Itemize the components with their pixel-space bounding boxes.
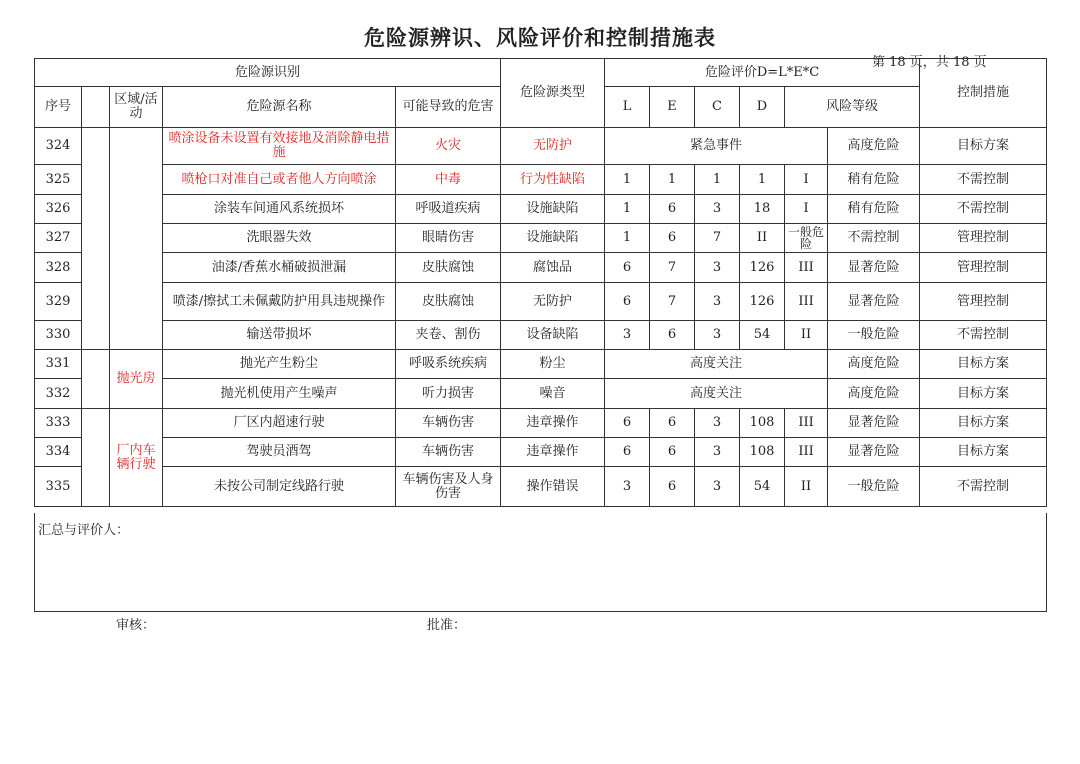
table-row bbox=[35, 350, 1047, 379]
row-seq: 333 bbox=[35, 409, 82, 438]
row-grade: III bbox=[785, 283, 828, 321]
header-E: E bbox=[650, 87, 695, 128]
row-result: 稍有危险 bbox=[828, 195, 920, 224]
row-name: 抛光机使用产生噪声 bbox=[163, 379, 396, 409]
row-type: 设施缺陷 bbox=[501, 195, 605, 224]
row-result: 高度危险 bbox=[828, 350, 920, 379]
header-name: 危险源名称 bbox=[163, 87, 396, 128]
row-control: 目标方案 bbox=[920, 128, 1047, 165]
row-type: 违章操作 bbox=[501, 438, 605, 467]
row-D: 18 bbox=[740, 195, 785, 224]
row-control: 不需控制 bbox=[920, 467, 1047, 507]
header-C: C bbox=[695, 87, 740, 128]
row-name: 喷涂设备未设置有效接地及消除静电措施 bbox=[163, 128, 396, 165]
row-result: 一般危险 bbox=[828, 467, 920, 507]
row-harm: 火灾 bbox=[396, 128, 501, 165]
header-L: L bbox=[605, 87, 650, 128]
table-row bbox=[35, 224, 1047, 253]
row-harm: 皮肤腐蚀 bbox=[396, 253, 501, 283]
row-harm: 车辆伤害及人身伤害 bbox=[396, 467, 501, 507]
row-L: 6 bbox=[605, 283, 650, 321]
row-E: 6 bbox=[650, 409, 695, 438]
row-harm: 呼吸系统疾病 bbox=[396, 350, 501, 379]
row-harm: 中毒 bbox=[396, 165, 501, 195]
row-result: 显著危险 bbox=[828, 283, 920, 321]
table-row bbox=[35, 321, 1047, 350]
row-name: 油漆/香蕉水桶破损泄漏 bbox=[163, 253, 396, 283]
row-E: 6 bbox=[650, 321, 695, 350]
header-D: D bbox=[740, 87, 785, 128]
row-D: 54 bbox=[740, 467, 785, 507]
row-harm: 皮肤腐蚀 bbox=[396, 283, 501, 321]
row-grade: II bbox=[785, 321, 828, 350]
row-name: 厂区内超速行驶 bbox=[163, 409, 396, 438]
header-row-1 bbox=[35, 59, 1047, 87]
row-L: 6 bbox=[605, 438, 650, 467]
row-name: 洗眼器失效 bbox=[163, 224, 396, 253]
row-grade: I bbox=[785, 195, 828, 224]
row-name: 涂装车间通风系统损坏 bbox=[163, 195, 396, 224]
row-result: 稍有危险 bbox=[828, 165, 920, 195]
row-C: 1 bbox=[695, 165, 740, 195]
row-type: 噪音 bbox=[501, 379, 605, 409]
table-row bbox=[35, 467, 1047, 507]
row-L: 6 bbox=[605, 253, 650, 283]
row-name: 喷枪口对准自己或者他人方向喷涂 bbox=[163, 165, 396, 195]
row-seq: 335 bbox=[35, 467, 82, 507]
row-C: 3 bbox=[695, 283, 740, 321]
header-blank bbox=[82, 87, 110, 128]
page-info: 第 18 页，共 18 页 bbox=[872, 55, 987, 70]
row-type: 操作错误 bbox=[501, 467, 605, 507]
row-type: 设施缺陷 bbox=[501, 224, 605, 253]
row-E: 6 bbox=[650, 195, 695, 224]
row-harm: 听力损害 bbox=[396, 379, 501, 409]
document-title: 危险源辨识、风险评价和控制措施表 bbox=[364, 26, 716, 50]
header-level: 风险等级 bbox=[785, 87, 920, 128]
row-seq: 326 bbox=[35, 195, 82, 224]
row-harm: 车辆伤害 bbox=[396, 438, 501, 467]
row-D: 126 bbox=[740, 283, 785, 321]
row-type: 设备缺陷 bbox=[501, 321, 605, 350]
area-polishing: 抛光房 bbox=[110, 350, 163, 409]
row-result: 一般危险 bbox=[828, 321, 920, 350]
row-type: 腐蚀品 bbox=[501, 253, 605, 283]
row-seq: 331 bbox=[35, 350, 82, 379]
row-name: 输送带损坏 bbox=[163, 321, 396, 350]
row-E: 6 bbox=[650, 467, 695, 507]
row-E: 7 bbox=[650, 253, 695, 283]
row-E: 6 bbox=[650, 438, 695, 467]
row-name: 喷漆/擦拭工未佩戴防护用具违规操作 bbox=[163, 283, 396, 321]
area-blank-2 bbox=[82, 350, 110, 409]
table-row bbox=[35, 283, 1047, 321]
row-type: 无防护 bbox=[501, 283, 605, 321]
row-L: 1 bbox=[605, 224, 650, 253]
row-D: 126 bbox=[740, 253, 785, 283]
table-row bbox=[35, 253, 1047, 283]
header-hazard-type: 危险源类型 bbox=[501, 59, 605, 128]
row-control: 目标方案 bbox=[920, 438, 1047, 467]
row-L: 3 bbox=[605, 321, 650, 350]
area-vehicles: 厂内车辆行驶 bbox=[110, 409, 163, 507]
row-harm: 夹卷、割伤 bbox=[396, 321, 501, 350]
row-result: 高度危险 bbox=[828, 379, 920, 409]
table-row bbox=[35, 165, 1047, 195]
row-grade: II bbox=[785, 467, 828, 507]
row-C: 3 bbox=[695, 438, 740, 467]
table-row bbox=[35, 128, 1047, 165]
row-L: 6 bbox=[605, 409, 650, 438]
header-harm: 可能导致的危害 bbox=[396, 87, 501, 128]
row-seq: 328 bbox=[35, 253, 82, 283]
row-merged-eval: 紧急事件 bbox=[605, 128, 828, 165]
row-control: 管理控制 bbox=[920, 253, 1047, 283]
row-grade: I bbox=[785, 165, 828, 195]
table-row bbox=[35, 379, 1047, 409]
row-result: 显著危险 bbox=[828, 409, 920, 438]
row-E: 1 bbox=[650, 165, 695, 195]
row-grade: III bbox=[785, 409, 828, 438]
row-seq: 334 bbox=[35, 438, 82, 467]
row-result: 显著危险 bbox=[828, 438, 920, 467]
summary-box bbox=[34, 513, 1047, 612]
row-name: 驾驶员酒驾 bbox=[163, 438, 396, 467]
row-seq: 332 bbox=[35, 379, 82, 409]
row-type: 粉尘 bbox=[501, 350, 605, 379]
row-result: 高度危险 bbox=[828, 128, 920, 165]
row-seq: 324 bbox=[35, 128, 82, 165]
row-harm: 眼睛伤害 bbox=[396, 224, 501, 253]
row-control: 不需控制 bbox=[920, 165, 1047, 195]
row-control: 管理控制 bbox=[920, 283, 1047, 321]
row-control: 不需控制 bbox=[920, 321, 1047, 350]
row-merged-eval: 高度关注 bbox=[605, 379, 828, 409]
row-D: 54 bbox=[740, 321, 785, 350]
row-result: 不需控制 bbox=[828, 224, 920, 253]
row-D: 108 bbox=[740, 409, 785, 438]
row-E: 6 bbox=[650, 224, 695, 253]
row-grade: III bbox=[785, 253, 828, 283]
header-control: 控制措施 bbox=[920, 59, 1047, 128]
row-seq: 329 bbox=[35, 283, 82, 321]
row-E: 7 bbox=[650, 283, 695, 321]
row-merged-eval: 高度关注 bbox=[605, 350, 828, 379]
row-C: 3 bbox=[695, 253, 740, 283]
row-D: 1 bbox=[740, 165, 785, 195]
row-harm: 呼吸道疾病 bbox=[396, 195, 501, 224]
area-blank-3 bbox=[82, 409, 110, 507]
row-name: 抛光产生粉尘 bbox=[163, 350, 396, 379]
table-row bbox=[35, 195, 1047, 224]
row-grade: 一般危险 bbox=[785, 224, 828, 253]
row-control: 目标方案 bbox=[920, 409, 1047, 438]
approve-label: 批准： bbox=[427, 618, 467, 633]
header-area: 区域/活动 bbox=[110, 87, 163, 128]
row-control: 目标方案 bbox=[920, 350, 1047, 379]
summary-label: 汇总与评价人： bbox=[38, 523, 130, 538]
area-spray bbox=[110, 128, 163, 350]
review-label: 审核： bbox=[116, 618, 156, 633]
table-row bbox=[35, 438, 1047, 467]
row-name: 未按公司制定线路行驶 bbox=[163, 467, 396, 507]
row-L: 3 bbox=[605, 467, 650, 507]
row-seq: 327 bbox=[35, 224, 82, 253]
row-type: 行为性缺陷 bbox=[501, 165, 605, 195]
row-result: 显著危险 bbox=[828, 253, 920, 283]
row-C: 3 bbox=[695, 467, 740, 507]
row-L: 1 bbox=[605, 195, 650, 224]
row-D: II bbox=[740, 224, 785, 253]
row-seq: 330 bbox=[35, 321, 82, 350]
area-blank-1 bbox=[82, 128, 110, 350]
header-seq: 序号 bbox=[35, 87, 82, 128]
table-row bbox=[35, 409, 1047, 438]
row-type: 无防护 bbox=[501, 128, 605, 165]
risk-table bbox=[34, 58, 1047, 507]
row-control: 目标方案 bbox=[920, 379, 1047, 409]
row-control: 不需控制 bbox=[920, 195, 1047, 224]
row-harm: 车辆伤害 bbox=[396, 409, 501, 438]
row-D: 108 bbox=[740, 438, 785, 467]
row-C: 7 bbox=[695, 224, 740, 253]
row-C: 3 bbox=[695, 409, 740, 438]
row-type: 违章操作 bbox=[501, 409, 605, 438]
header-identification: 危险源识别 bbox=[35, 59, 501, 87]
row-C: 3 bbox=[695, 321, 740, 350]
row-seq: 325 bbox=[35, 165, 82, 195]
header-evaluation: 危险评价D=L*E*C bbox=[605, 59, 920, 87]
row-control: 管理控制 bbox=[920, 224, 1047, 253]
row-C: 3 bbox=[695, 195, 740, 224]
row-L: 1 bbox=[605, 165, 650, 195]
row-grade: III bbox=[785, 438, 828, 467]
